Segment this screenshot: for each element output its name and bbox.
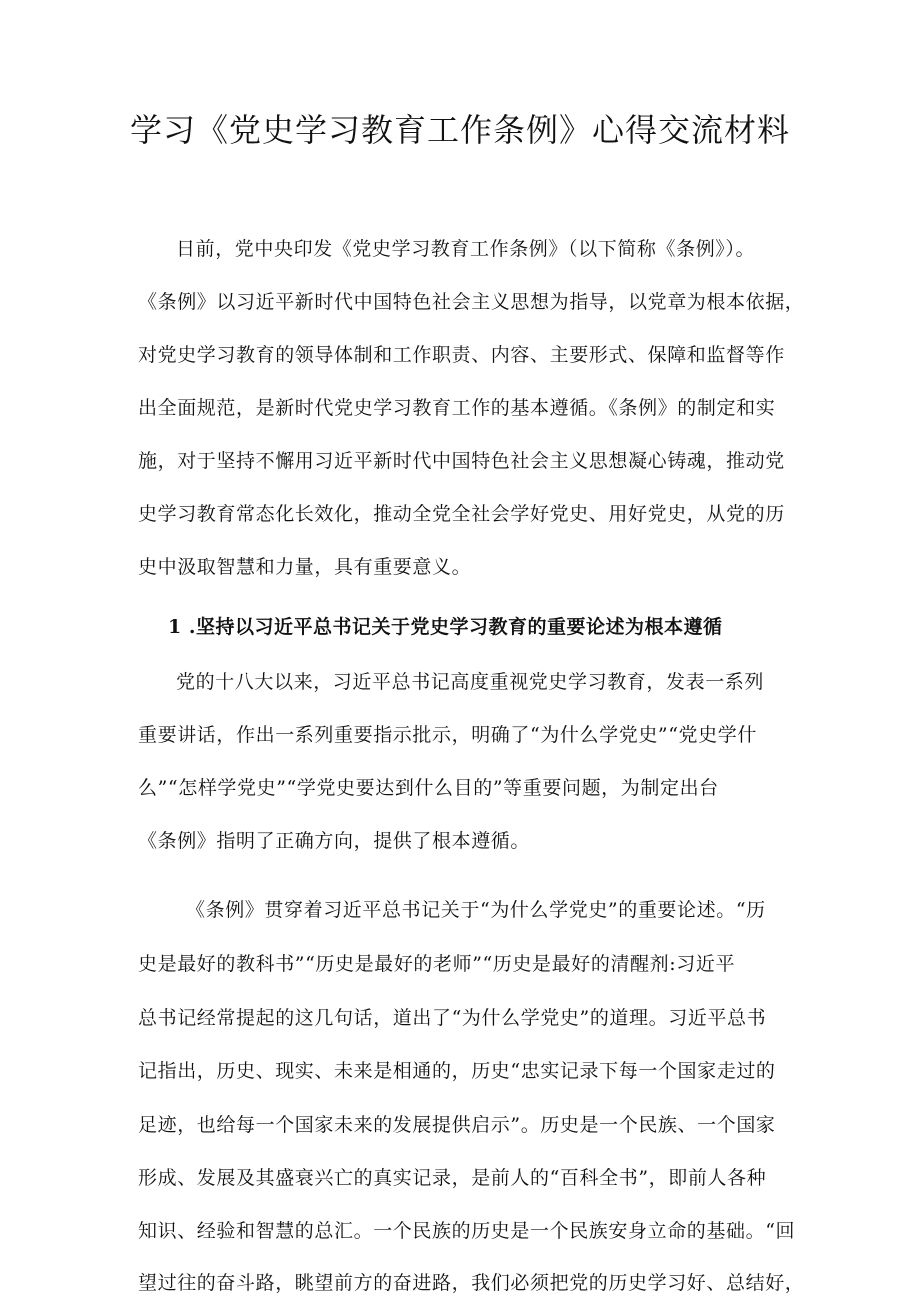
paragraph-1-line-4: 出全面规范，是新时代党史学习教育工作的基本遵循。《条例》的制定和实 bbox=[138, 397, 776, 419]
paragraph-1-line-3: 对党史学习教育的领导体制和工作职责、内容、主要形式、保障和监督等作 bbox=[138, 344, 785, 366]
paragraph-3-line-5: 足迹，也给每一个国家未来的发展提供启示”。历史是一个民族、一个国家 bbox=[138, 1114, 776, 1136]
paragraph-3-line-6: 形成、发展及其盛衰兴亡的真实记录，是前人的“百科全书”，即前人各种 bbox=[138, 1167, 767, 1189]
paragraph-1-line-6: 史学习教育常态化长效化，推动全党全社会学好党史、用好党史，从党的历 bbox=[138, 503, 785, 525]
paragraph-3-line-8: 望过往的奋斗路，眺望前方的奋进路，我们必须把党的历史学习好、总结好， bbox=[138, 1272, 805, 1294]
paragraph-3-line-3: 总书记经常提起的这几句话，道出了“为什么学党史”的道理。习近平总书 bbox=[138, 1007, 767, 1029]
paragraph-1-line-1: 日前，党中央印发《党史学习教育工作条例》（以下简称《条例》）。 bbox=[176, 238, 756, 260]
paragraph-1-line-5: 施，对于坚持不懈用习近平新时代中国特色社会主义思想凝心铸魂，推动党 bbox=[138, 450, 785, 472]
section-heading-1: 1 .坚持以习近平总书记关于党史学习教育的重要论述为根本遵循 bbox=[168, 616, 723, 638]
paragraph-1-line-2: 《条例》以习近平新时代中国特色社会主义思想为指导，以党章为根本依据， bbox=[138, 291, 805, 313]
paragraph-2-line-2: 重要讲话，作出一系列重要指示批示，明确了“为什么学党史”“党史学什 bbox=[138, 724, 757, 746]
paragraph-2-line-4: 《条例》指明了正确方向，提供了根本遵循。 bbox=[138, 830, 531, 852]
paragraph-2-line-3: 么”“怎样学党史”“学党史要达到什么目的”等重要问题，为制定出台 bbox=[138, 777, 719, 799]
paragraph-1-line-7: 史中汲取智慧和力量，具有重要意义。 bbox=[138, 556, 472, 578]
paragraph-3-line-7: 知识、经验和智慧的总汇。一个民族的历史是一个民族安身立命的基础。“回 bbox=[138, 1220, 796, 1242]
document-title: 学习《党史学习教育工作条例》心得交流材料 bbox=[129, 111, 790, 149]
paragraph-3-line-2: 史是最好的教科书”“历史是最好的老师”“历史是最好的清醒剂:习近平 bbox=[138, 953, 736, 975]
paragraph-2-line-1: 党的十八大以来，习近平总书记高度重视党史学习教育，发表一系列 bbox=[176, 671, 765, 693]
paragraph-3-line-4: 记指出，历史、现实、未来是相通的，历史“忠实记录下每一个国家走过的 bbox=[138, 1060, 776, 1082]
paragraph-3-line-1: 《条例》贯穿着习近平总书记关于“为什么学党史”的重要论述。“历 bbox=[186, 899, 766, 921]
